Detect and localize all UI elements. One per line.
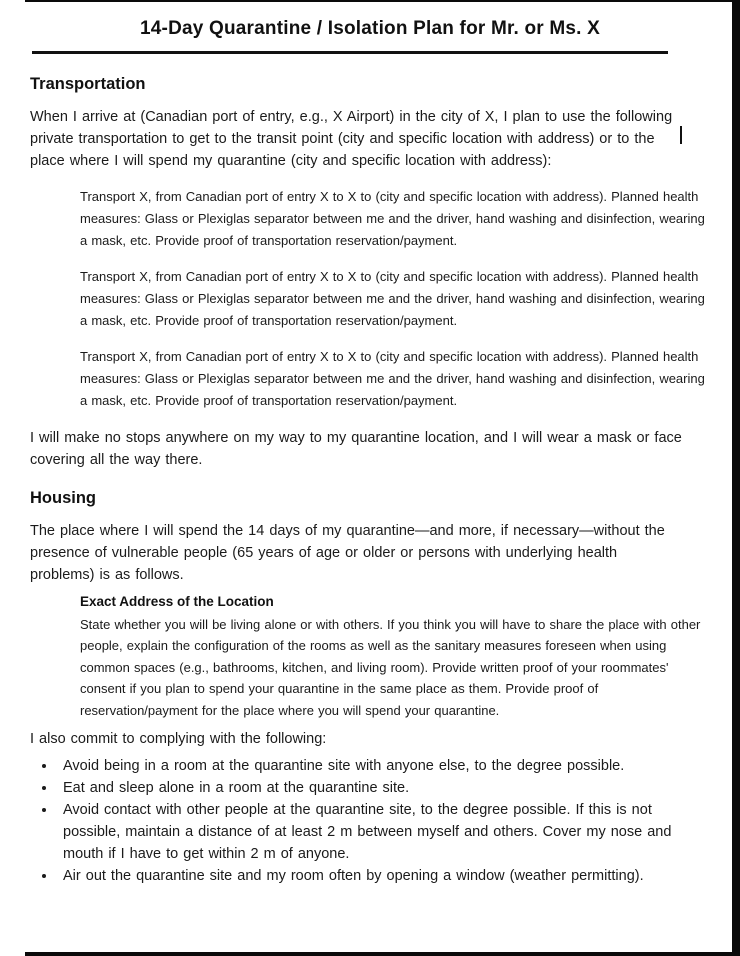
commitment-item: • Eat and sleep alone in a room at the quarantine site.: [57, 777, 705, 799]
housing-heading: Housing: [30, 488, 96, 507]
commitments-intro: I also commit to complying with the following:: [30, 731, 327, 747]
section-transportation: [30, 74, 710, 471]
address-block-heading: Exact Address of the Location: [80, 593, 274, 609]
title-underline: [32, 51, 668, 54]
commitment-item: • Avoid being in a room at the quarantine site with anyone else, to the degree possible.: [57, 755, 705, 777]
transport-option-paragraph-1: Transport X, from Canadian port of entry X to X to (city and specific location with address). Planned health measures: Glass or Plexiglas separator between me and the driver, hand washing and disinfection, wearing a mask, etc. Provide proof of transportation reservation/payment.: [80, 188, 705, 248]
address-block: [80, 593, 710, 722]
document-title: 14-Day Quarantine / Isolation Plan for Mr. or Ms. X: [140, 18, 600, 39]
page-edge-bottom: [25, 952, 740, 956]
commitment-item: • Avoid contact with other people at the quarantine site, to the degree possible. If this is not possible, maintain a distance of at least 2 m between myself and others. Cover my nose and mouth if I have to get within 2 m of anyone.: [57, 799, 705, 865]
text-caret: [680, 126, 682, 144]
commitment-item: • Air out the quarantine site and my room often by opening a window (weather permitting).: [57, 865, 705, 887]
transport-option-paragraph-3: Transport X, from Canadian port of entry X to X to (city and specific location with address). Planned health measures: Glass or Plexiglas separator between me and the driver, hand washing and disinfection, wearing a mask, etc. Provide proof of transportation reservation/payment.: [80, 348, 705, 408]
page-edge-right: [732, 0, 740, 956]
address-block-body: State whether you will be living alone or with others. If you think you will have to share the place with other people, explain the configuration of the rooms as well as the sanitary measures foreseen when using common spaces (e.g., bathrooms, kitchen, and living room). Provide written proof of your roommates' consent if you plan to spend your quarantine in the same place as them. Provide proof of reservation/payment for the place where you will spend your quarantine.: [80, 616, 701, 718]
commitments-list: [30, 755, 705, 887]
transportation-intro-paragraph: When I arrive at (Canadian port of entry, e.g., X Airport) in the city of X, I plan to use the following private transportation to get to the transit point (city and specific location with address) or to the place where I will spend my quarantine (city and specific location with address):: [30, 108, 673, 169]
page-edge-top: [25, 0, 740, 2]
transportation-closing-paragraph: I will make no stops anywhere on my way to my quarantine location, and I will wear a mask or face covering all the way there.: [30, 429, 682, 468]
transport-option-paragraph-2: Transport X, from Canadian port of entry X to X to (city and specific location with address). Planned health measures: Glass or Plexiglas separator between me and the driver, hand washing and disinfection, wearing a mask, etc. Provide proof of transportation reservation/payment.: [80, 268, 705, 328]
section-housing: [30, 488, 710, 888]
housing-intro-paragraph: The place where I will spend the 14 days of my quarantine—and more, if necessary—without the presence of vulnerable people (65 years of age or older or persons with underlying health problems) is as follows.: [30, 522, 665, 583]
transportation-heading: Transportation: [30, 74, 146, 93]
